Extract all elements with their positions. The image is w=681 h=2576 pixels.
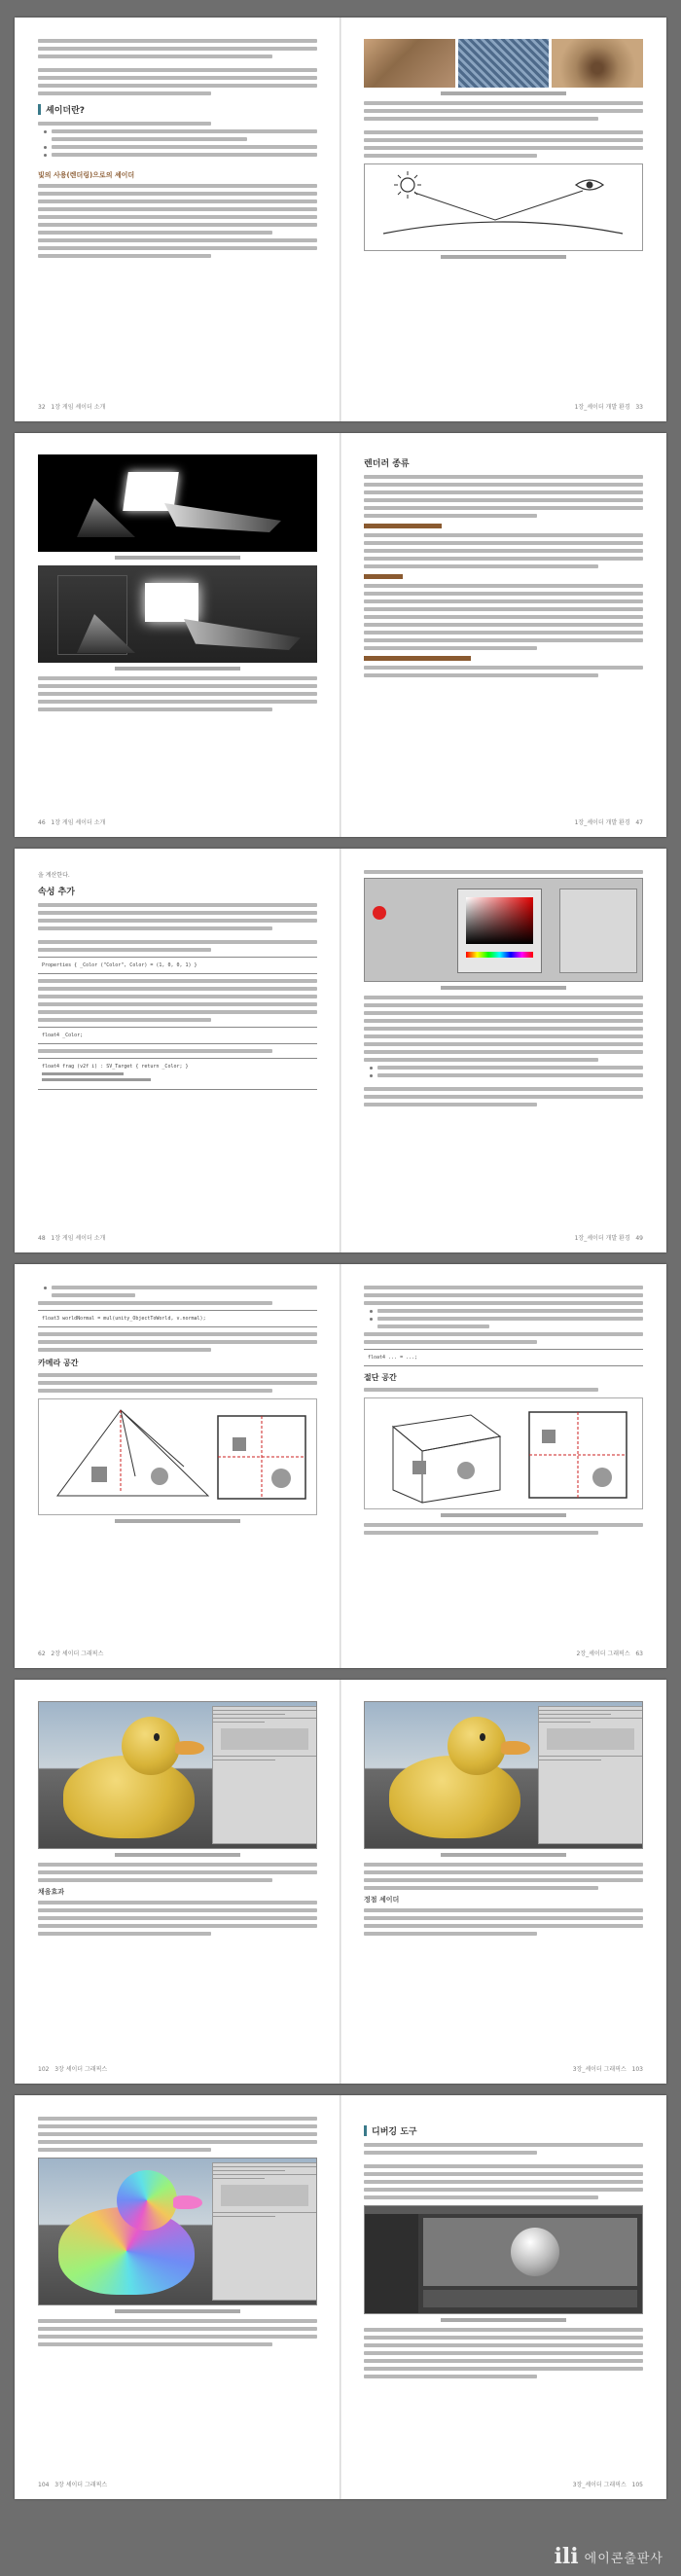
publisher-name: 에이콘출판사 xyxy=(584,2551,663,2566)
camera-space-diagram xyxy=(38,1398,317,1515)
page-footer xyxy=(573,2482,643,2489)
page-number: 46 xyxy=(38,819,46,826)
page-footer xyxy=(38,1651,103,1658)
intro-text: 을 계산한다. xyxy=(38,872,70,879)
page-right xyxy=(340,2095,666,2499)
render-image-lit xyxy=(38,565,317,663)
footer-title: 1장_셰이더 개발 환경 xyxy=(574,1235,630,1242)
subsection-heading: 빛의 사용(렌더링)으로의 셰이더 xyxy=(38,171,135,179)
page-right xyxy=(340,849,666,1252)
page-footer xyxy=(577,1651,643,1658)
section-heading: 카메라 공간 xyxy=(38,1359,79,1367)
code-block xyxy=(38,1027,317,1044)
light-diagram xyxy=(364,163,643,251)
page-number: 49 xyxy=(635,1235,643,1242)
footer-title: 3장 셰이더 그래픽스 xyxy=(54,2482,108,2488)
page-footer xyxy=(575,1235,643,1243)
section-heading: 렌더러 종류 xyxy=(364,459,410,469)
code-block xyxy=(38,1058,317,1090)
section-heading xyxy=(364,2124,643,2137)
section-heading-text: 디버깅 도구 xyxy=(372,2127,417,2137)
section-heading: 절단 공간 xyxy=(364,1373,397,1382)
spread-2 xyxy=(15,433,666,837)
page-left xyxy=(15,18,340,421)
footer-title: 1장 게임 셰이더 소개 xyxy=(51,1235,106,1242)
page-left xyxy=(15,2095,340,2499)
debugger-screenshot xyxy=(364,2205,643,2314)
footer-title: 1장_셰이더 개발 환경 xyxy=(574,819,630,826)
page-right xyxy=(340,1680,666,2084)
section-heading: 채움효과 xyxy=(38,1888,65,1896)
page-number: 32 xyxy=(38,404,46,411)
page-number: 62 xyxy=(38,1651,46,1657)
page-footer xyxy=(38,819,105,827)
page-footer xyxy=(38,1235,105,1243)
code-block xyxy=(38,957,317,974)
section-heading: 정점 셰이더 xyxy=(364,1896,400,1904)
page-left xyxy=(15,433,340,837)
code-line: float4 ... = ...; xyxy=(368,1355,418,1361)
section-heading xyxy=(38,103,317,116)
footer-title: 3장 셰이더 그래픽스 xyxy=(54,2066,108,2073)
footer-title: 2장 셰이더 그래픽스 xyxy=(51,1651,104,1657)
page-number: 63 xyxy=(635,1651,643,1657)
spread-5 xyxy=(15,1680,666,2084)
code-line: float4 _Color; xyxy=(42,1033,84,1038)
code-line: float3 worldNormal = mul(unity_ObjectToWorld, v.normal); xyxy=(42,1316,206,1322)
footer-title: 3장_셰이더 그래픽스 xyxy=(572,2482,627,2488)
page-left xyxy=(15,1264,340,1668)
page-footer xyxy=(575,404,643,412)
footer-title: 1장_셰이더 개발 환경 xyxy=(574,404,630,411)
normal-duck-render xyxy=(38,2158,317,2305)
publisher-logo xyxy=(555,2545,663,2568)
clip-space-diagram xyxy=(364,1397,643,1509)
page-footer xyxy=(38,2482,107,2489)
page-right xyxy=(340,18,666,421)
page-footer xyxy=(38,2066,107,2074)
duck-render xyxy=(364,1701,643,1849)
code-block xyxy=(364,1349,643,1366)
spread-3 xyxy=(15,849,666,1252)
page-right xyxy=(340,1264,666,1668)
code-line: float4 frag (v2f i) : SV_Target { return _Color; } xyxy=(42,1064,189,1070)
page-footer xyxy=(575,819,643,827)
spread-6 xyxy=(15,2095,666,2499)
page-number: 47 xyxy=(635,819,643,826)
page-number: 104 xyxy=(38,2482,50,2488)
texture-photos xyxy=(364,39,643,88)
page-number: 48 xyxy=(38,1235,46,1242)
page-number: 33 xyxy=(635,404,643,411)
page-right xyxy=(340,433,666,837)
page-number: 102 xyxy=(38,2066,50,2073)
editor-screenshot xyxy=(364,878,643,982)
render-image-dark xyxy=(38,454,317,552)
code-block xyxy=(38,1310,317,1327)
footer-title: 1장 게임 셰이더 소개 xyxy=(51,819,106,826)
page-left xyxy=(15,849,340,1252)
footer-title: 2장_셰이더 그래픽스 xyxy=(576,1651,630,1657)
page-number: 103 xyxy=(631,2066,643,2073)
code-line: Properties { _Color ("Color", Color) = (1, 0, 0, 1) } xyxy=(42,962,197,968)
footer-title: 1장 게임 셰이더 소개 xyxy=(51,404,106,411)
spread-1 xyxy=(15,18,666,421)
publisher-mark: ili xyxy=(554,2544,579,2569)
section-heading-text: 셰이더란? xyxy=(46,106,85,116)
page-footer xyxy=(38,404,105,412)
spread-4 xyxy=(15,1264,666,1668)
footer-title: 3장_셰이더 그래픽스 xyxy=(572,2066,627,2073)
duck-render xyxy=(38,1701,317,1849)
section-heading: 속성 추가 xyxy=(38,888,75,897)
page-left xyxy=(15,1680,340,2084)
page-footer xyxy=(573,2066,643,2074)
page-number: 105 xyxy=(631,2482,643,2488)
